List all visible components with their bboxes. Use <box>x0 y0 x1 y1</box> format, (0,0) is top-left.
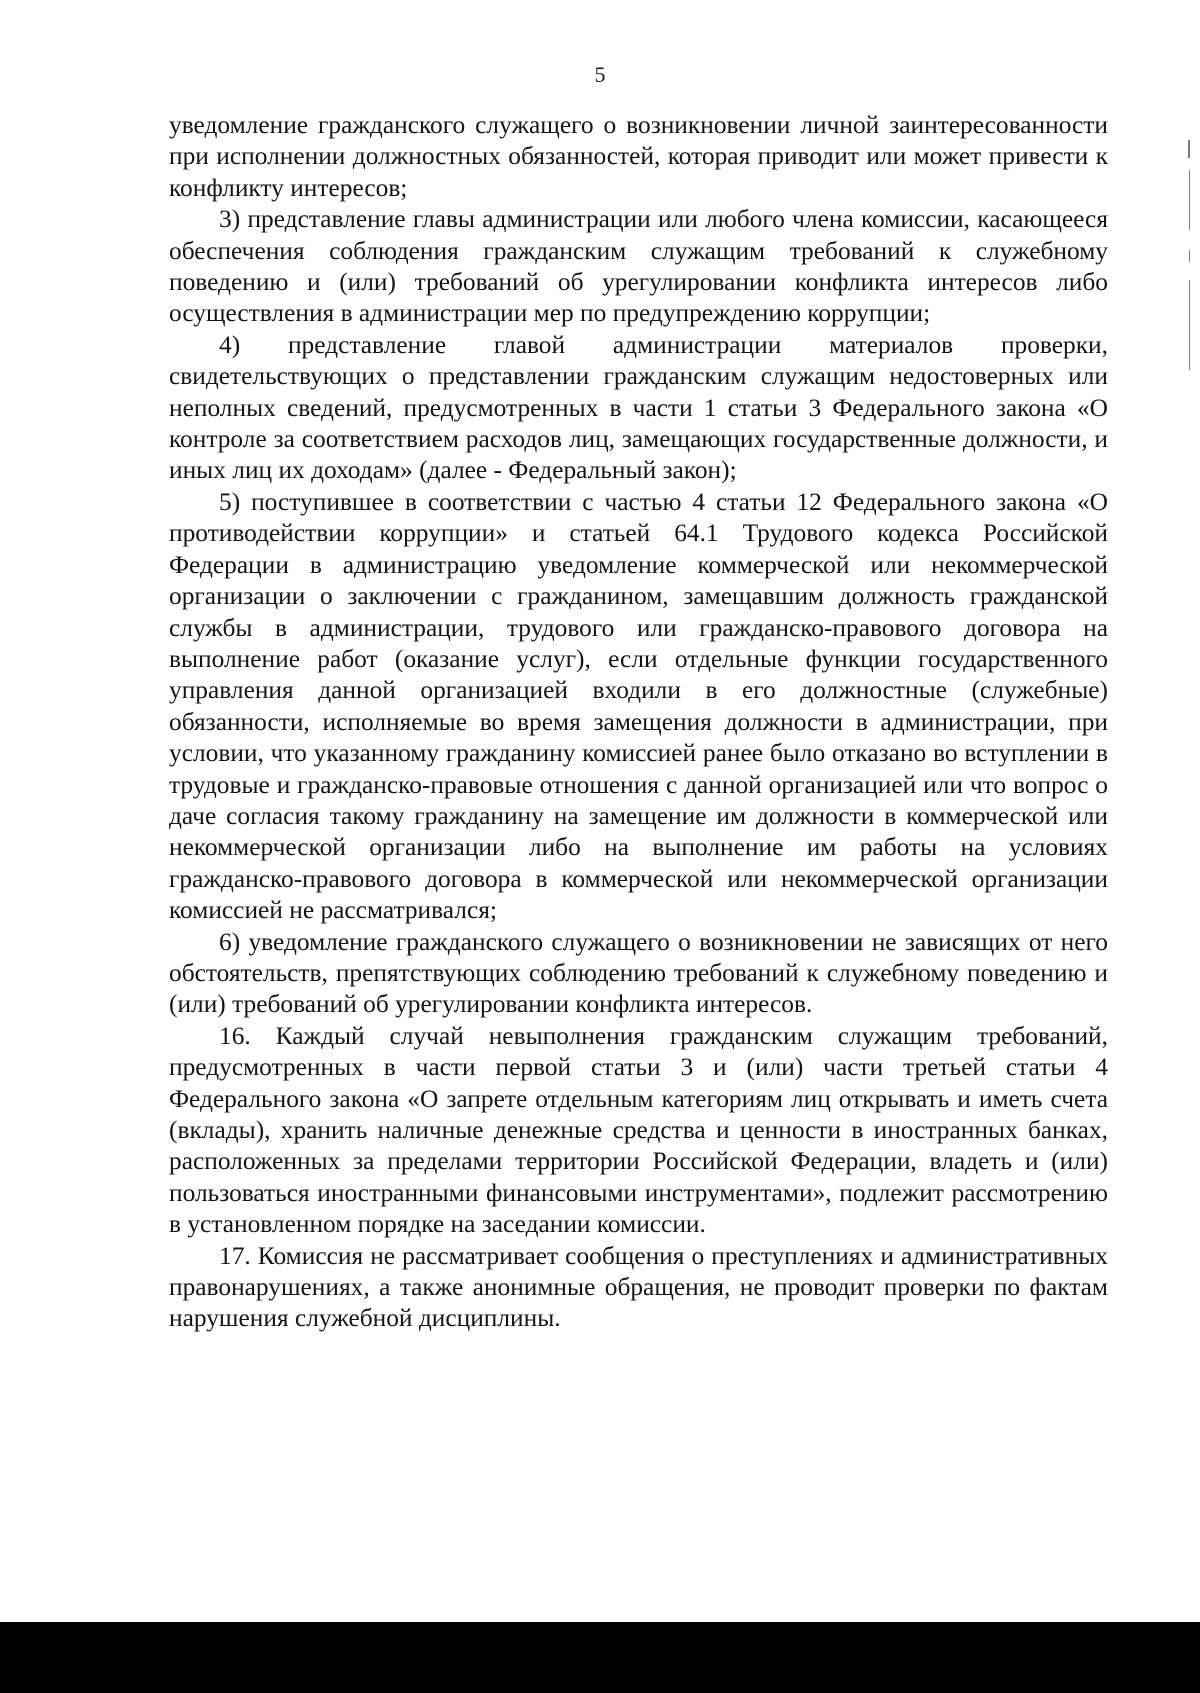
scan-edge-mark <box>1189 280 1190 370</box>
paragraph-item-4: 4) представление главой администрации материалов проверки, свидетельствующих о представлении гражданским служащим недостоверных или неполных сведений, предусмотренных в части 1 статьи 3 Федерального закона «О контроле за соответствием расходов лиц, замещающих государственные должности, и иных лиц их доходам» (далее - Федеральный закон); <box>169 330 1108 485</box>
scan-edge-mark <box>1189 250 1190 262</box>
paragraph-clause-17: 17. Комиссия не рассматривает сообщения о преступлениях и административных правонарушениях, а также анонимные обращения, не проводит проверки по фактам нарушения служебной дисциплины. <box>169 1241 1108 1333</box>
scan-bottom-bar <box>0 1622 1200 1693</box>
document-body <box>169 110 1108 1335</box>
paragraph-clause-16: 16. Каждый случай невыполнения гражданским служащим требований, предусмотренных в части первой статьи 3 и (или) части третьей статьи 4 Федерального закона «О запрете отдельным категориям лиц открывать и иметь счета (вклады), хранить наличные денежные средства и ценности в иностранных банках, расположенных за пределами территории Российской Федерации, владеть и (или) пользоваться иностранными финансовыми инструментами», подлежит рассмотрению в установленном порядке на заседании комиссии. <box>169 1021 1108 1239</box>
paragraph-item-3: 3) представление главы администрации или любого члена комиссии, касающееся обеспечения соблюдения гражданским служащим требований к служебному поведению и (или) требований об урегулировании конфликта интересов либо осуществления в администрации мер по предупреждению коррупции; <box>169 205 1108 328</box>
paragraph-item-5: 5) поступившее в соответствии с частью 4 статьи 12 Федерального закона «О противодействии коррупции» и статьей 64.1 Трудового кодекса Российской Федерации в администрацию уведомление коммерческой или некоммерческой организации о заключении с гражданином, замещавшим должность гражданской службы в администрации, трудового или гражданско-правового договора на выполнение работ (оказание услуг), если отдельные функции государственного управления данной организацией входили в его должностные (служебные) обязанности, исполняемые во время замещения должности в администрации, при условии, что указанному гражданину комиссией ранее было отказано во вступлении в трудовые и гражданско-правовые отношения с данной организацией или что вопрос о даче согласия такому гражданину на замещение им должности в коммерческой или некоммерческой организации либо на выполнение им работы на условиях гражданско-правового договора в коммерческой или некоммерческой организации комиссией не рассматривался; <box>169 487 1108 925</box>
paragraph-item-6: 6) уведомление гражданского служащего о возникновении не зависящих от него обстоятельств, препятствующих соблюдению требований к служебному поведению и (или) требований об урегулировании конфликта интересов. <box>169 927 1108 1019</box>
scan-edge-mark <box>1189 170 1190 230</box>
scan-edge-mark <box>1188 140 1190 158</box>
page-number: 5 <box>594 62 606 87</box>
paragraph-continuation: уведомление гражданского служащего о возникновении личной заинтересованности при исполнении должностных обязанностей, которая приводит или может привести к конфликту интересов; <box>169 111 1108 202</box>
